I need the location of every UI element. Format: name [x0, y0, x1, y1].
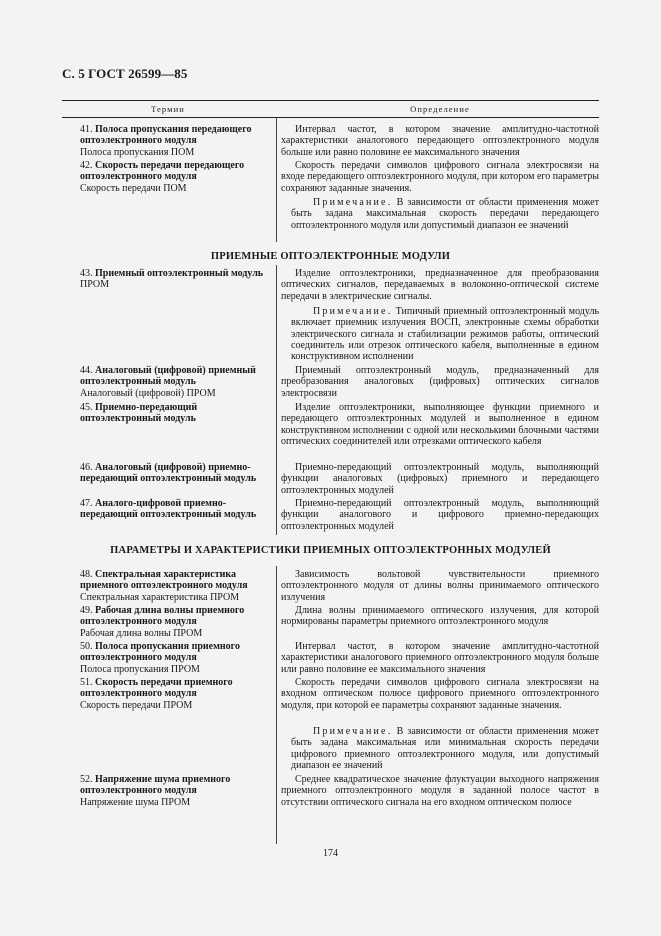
note-label: Примечание. [313, 726, 393, 737]
term-entry-52 [62, 774, 599, 808]
term-entry-41 [62, 124, 599, 158]
term-name: Аналого-цифровой приемно-передающий оптоэлектронный модуль [80, 498, 257, 521]
term-name: Полоса пропускания передающего оптоэлектронного модуля [80, 124, 252, 147]
term-definition: Скорость передачи символов цифрового сигнала электросвязи на входном оптическом полюсе цифрового приемного оптоэлектронного модуля, при которой ее параметры сохраняют заданные значения. [281, 677, 599, 711]
table-header-rule [62, 117, 599, 118]
term-name: Рабочая длина волны приемного оптоэлектронного модуля [80, 605, 245, 628]
term-number: 46. [80, 462, 93, 473]
term-name: Спектральная характеристика приемного оптоэлектронного модуля [80, 569, 248, 592]
note-51 [291, 726, 599, 771]
term-name: Полоса пропускания приемного оптоэлектронного модуля [80, 641, 240, 664]
note-42 [291, 197, 599, 231]
table-top-rule [62, 100, 599, 101]
note-text: Типичный приемный оптоэлектронный модуль включает приемник излучения ВОСП, электронные схемы обработки электрического сигнала и стабилизации режимов работы, оптический соединитель или отрезок оптического кабеля, выполненные в едином конструктивном исполнении [291, 306, 599, 363]
term-short-form: Скорость передачи ПОМ [80, 182, 187, 194]
term-number: 43. [80, 268, 93, 279]
term-number: 47. [80, 498, 93, 509]
term-entry-44 [62, 365, 599, 399]
term-definition: Длина волны принимаемого оптического излучения, для которой нормированы параметры приемного оптоэлектронного модуля [281, 605, 599, 628]
term-entry-47 [62, 498, 599, 532]
term-name: Напряжение шума приемного оптоэлектронного модуля [80, 774, 231, 797]
note-label: Примечание. [313, 306, 393, 317]
term-number: 48. [80, 569, 93, 580]
term-short-form: Полоса пропускания ПРОМ [80, 663, 200, 675]
page-number: 174 [323, 848, 338, 859]
note-label: Примечание. [313, 197, 393, 208]
note-text: В зависимости от области применения может быть задана максимальная или минимальная скорость передачи цифрового приемного оптоэлектронного модуля, или допустимый диапазон ее значений [291, 726, 599, 771]
term-definition: Скорость передачи символов цифрового сигнала электросвязи на входе передающего оптоэлектронного модуля, при котором его параметры сохраняют заданные значения. [281, 160, 599, 194]
note-43 [291, 306, 599, 362]
term-entry-49 [62, 605, 599, 639]
term-short-form: Аналоговый (цифровой) ПРОМ [80, 387, 216, 399]
term-definition: Зависимость вольтовой чувствительности приемного оптоэлектронного модуля от длины волны принимаемого оптического излучения [281, 569, 599, 603]
section-title-parameters: ПАРАМЕТРЫ И ХАРАКТЕРИСТИКИ ПРИЕМНЫХ ОПТОЭЛЕКТРОННЫХ МОДУЛЕЙ [110, 545, 551, 556]
term-entry-42 [62, 160, 599, 194]
term-definition: Приемно-передающий оптоэлектронный модуль, выполняющий функции аналоговых (цифровых) приемного и передающего оптоэлектронных модулей [281, 462, 599, 496]
term-definition: Интервал частот, в котором значение амплитудно-частотной характеристики аналогового приемного оптоэлектронного модуля больше или равно половине ее максимального значения [281, 641, 599, 675]
term-entry-48 [62, 569, 599, 603]
term-number: 42. [80, 160, 93, 171]
term-name: Скорость передачи приемного оптоэлектронного модуля [80, 677, 233, 700]
term-number: 49. [80, 605, 93, 616]
term-short-form: Полоса пропускания ПОМ [80, 146, 195, 158]
term-entry-50 [62, 641, 599, 675]
term-short-form: Напряжение шума ПРОМ [80, 796, 191, 808]
term-short-form: ПРОМ [80, 279, 110, 291]
term-number: 41. [80, 124, 93, 135]
term-short-form: Спектральная характеристика ПРОМ [80, 591, 240, 603]
term-name: Аналоговый (цифровой) приемный оптоэлектронный модуль [80, 365, 256, 388]
term-entry-43 [62, 268, 599, 302]
term-definition: Приемный оптоэлектронный модуль, предназначенный для преобразования аналоговых (цифровых) оптических сигналов электросвязи [281, 365, 599, 399]
term-name: Приемно-передающий оптоэлектронный модуль [80, 402, 198, 425]
term-definition: Изделие оптоэлектроники, предназначенное для преобразования оптических сигналов, передаваемых в волоконно-оптической системе передачи в электрические сигналы. [281, 268, 599, 302]
term-entry-45 [62, 402, 599, 447]
column-header-definition: Определение [410, 104, 470, 114]
term-definition: Среднее квадратическое значение флуктуации выходного напряжения приемного оптоэлектронного модуля в заданной полосе частот в отсутствии оптического сигнала на его входном оптическом полюсе [281, 774, 599, 808]
section-title-receiving-modules: ПРИЕМНЫЕ ОПТОЭЛЕКТРОННЫЕ МОДУЛИ [210, 251, 451, 262]
term-definition: Приемно-передающий оптоэлектронный модуль, выполняющий функции аналогового и цифрового приемно-передающих оптоэлектронных модулей [281, 498, 599, 532]
term-entry-51 [62, 677, 599, 711]
term-number: 51. [80, 677, 93, 688]
term-number: 52. [80, 774, 93, 785]
page-header: С. 5 ГОСТ 26599—85 [62, 66, 188, 81]
term-short-form: Рабочая длина волны ПРОМ [80, 627, 203, 639]
term-short-form: Скорость передачи ПРОМ [80, 699, 193, 711]
note-text: В зависимости от области применения может быть задана максимальная скорость передачи передающего оптоэлектронного модуля или допустимый диапазон ее значений [291, 197, 599, 231]
term-number: 50. [80, 641, 93, 652]
term-entry-46 [62, 462, 599, 496]
term-definition: Изделие оптоэлектроники, выполняющее функции приемного и передающего оптоэлектронных модулей и выполненное в едином конструктивном исполнении с одной или несколькими блочными частями оптических соединителей или отрезками оптического кабеля [281, 402, 599, 447]
term-name: Приемный оптоэлектронный модуль [95, 268, 264, 279]
term-name: Аналоговый (цифровой) приемно-передающий оптоэлектронный модуль [80, 462, 257, 485]
column-header-term: Термин [151, 104, 185, 114]
term-name: Скорость передачи передающего оптоэлектронного модуля [80, 160, 245, 183]
term-number: 44. [80, 365, 93, 376]
term-definition: Интервал частот, в котором значение амплитудно-частотной характеристики аналогового передающего оптоэлектронного модуля больше или равно половине ее максимального значения [281, 124, 599, 158]
term-number: 45. [80, 402, 93, 413]
